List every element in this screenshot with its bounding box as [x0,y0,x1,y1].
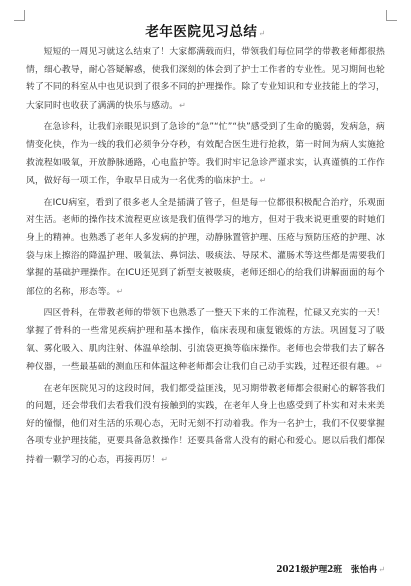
paragraph-text[interactable]: 在ICU病室，看到了很多老人全是插满了管子，但是每一位都很积极配合治疗，乐观面对生活。老师的操作技术流程更应该是我们值得学习的地方，但对于我来说更重要的时她们身上的精神。也熟悉了老年人多发病的护理，动静脉置管护理、压疮与预防压疮的护理、冰袋与床上擦浴的降温护理、吸氧法、鼻饲法、吸痰法、导尿术、灌肠术等这些都是需要我们掌握的基础护理操作。在ICU还见到了新型支被吸痰，老师还细心的给我们讲解面面的每个部位的名称，形态等。 [26,197,385,297]
paragraph-3[interactable] [26,195,385,302]
paragraph-mark-icon: ↵ [378,565,385,574]
paragraph-text[interactable]: 在急诊科，让我们亲眼见识到了急诊的“急”“忙”“快”感受到了生命的脆弱，发病急，病情变化快，作为一线的我们必须争分夺秒，有效配合医生进行抢救，第一时间为病人实施抢救流程如吸氧，开放静脉通路，心电监护等。我们时牢记急诊严谨求实，认真谨慎的工作作风，做好每一项工作，争取早日成为一名优秀的临床护士。 [26,122,385,187]
paragraph-5[interactable] [26,381,385,470]
paragraph-mark-icon: ↵ [116,286,124,296]
paragraph-mark-icon: ↵ [259,176,267,186]
paragraph-mark-icon: ↵ [161,455,169,465]
paragraph-1[interactable] [26,44,385,115]
paragraph-text[interactable]: 短短的一周见习就这么结束了！大家都满载而归，带领我们每位同学的带教老师都很热情，细心教导，耐心答疑解惑，使我们深刻的体会到了护士工作者的专业性。见习期间也轮转了不同的科室从中也见识到了很多不同的护理操作。除了专业知识和专业技能上的学习，大家同时也收获了满满的快乐与感动。 [26,47,385,111]
paragraph-2[interactable] [26,119,385,190]
paragraph-text[interactable]: 在老年医院见习的这段时间，我们都受益匪浅，见习期带教老师都会很耐心的解答我们的问题，还会带我们去看我们没有接触到的实践，在老年人身上也感受到了朴实和对未来美好的憧憬，他们对生活的乐观心态，无时无刻不打动着我。作为一名护士，我们不仅要掌握各项专业护理技能，更要具备急救操作！还要具备常人没有的耐心和爱心。愿以后我们都保持着一颗学习的心态，再接再厉！ [26,383,385,466]
author-signature[interactable]: 2021级护理2班 张怡冉 [276,565,378,575]
paragraph-text[interactable]: 四区骨科，在带教老师的带领下也熟悉了一整天下来的工作流程，忙碌又充实的一天！掌握了骨科的一些常见疾病护理和基本操作，临床表现和康复锻炼的方法。巩固复习了吸氧、雾化吸入、肌肉注射、体温单绘制、引流袋更换等临床操作。老师也会带我们去了解各种仪器，一些最基础的测血压和体温这种老师都会让我们自己动手实践，过程还很有趣。 [26,308,385,373]
paragraph-mark-icon: ↵ [179,100,186,110]
paragraph-mark-icon: ↵ [258,29,266,38]
paragraph-mark-icon: ↵ [375,362,383,372]
document-body[interactable] [26,44,385,472]
paragraph-4[interactable] [26,305,385,376]
signature-line[interactable] [276,562,385,575]
document-title[interactable]: 老年医院见习总结 [145,24,258,40]
document-title-line[interactable] [0,20,411,40]
